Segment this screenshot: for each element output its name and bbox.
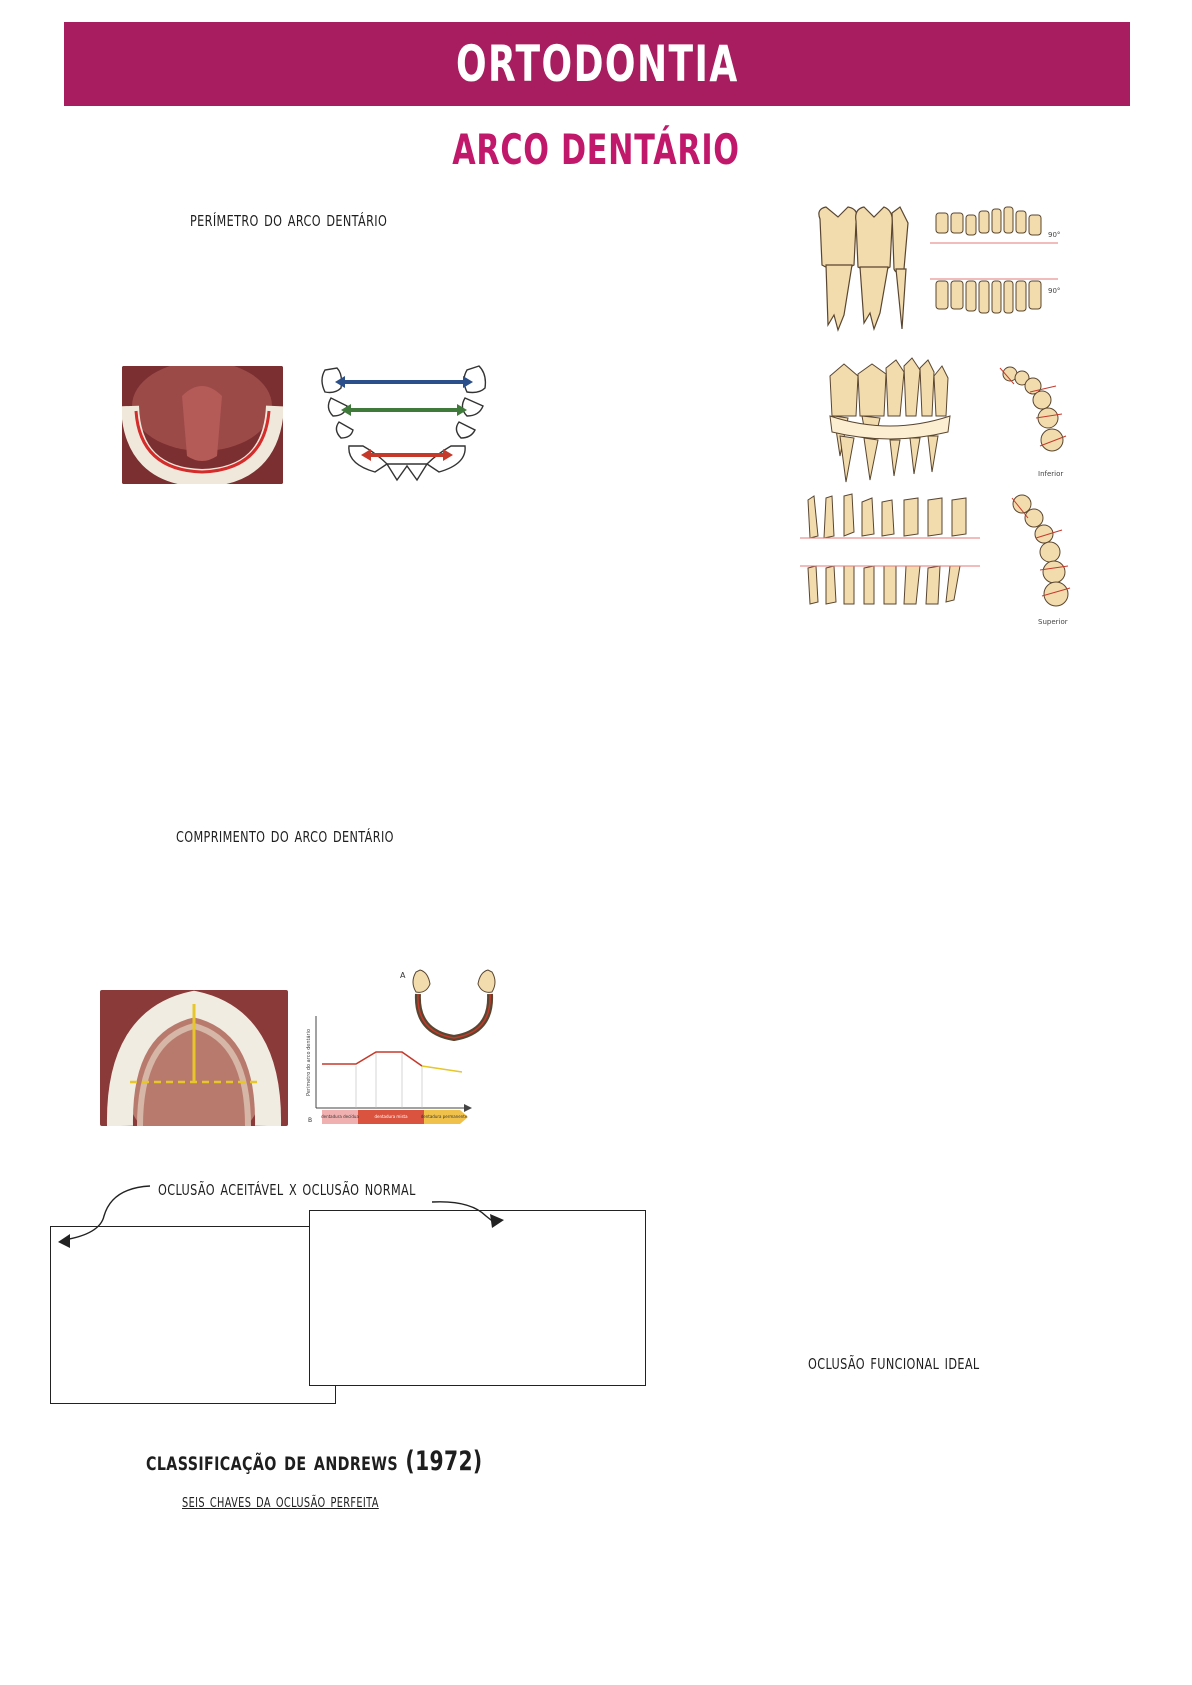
graph-y-axis-label: Perímetro do arco dentário (306, 1028, 312, 1096)
page-title: ORTODONTIA (455, 35, 739, 93)
panel-b-label: B (308, 1117, 313, 1124)
title-banner (64, 22, 1130, 106)
page-subtitle: ARCO DENTÁRIO (452, 125, 740, 174)
label-inferior: Inferior (1038, 470, 1064, 478)
svg-text:90°: 90° (1048, 287, 1061, 295)
heading-andrews: classificação de andrews (1972) (146, 1446, 483, 1477)
phase-mixed-label: dentadura mista (374, 1114, 408, 1119)
crown-angulation-illustration (800, 492, 1090, 632)
occlusion-arrows (50, 1176, 610, 1256)
panel-a-label: A (400, 971, 406, 980)
svg-text:90°: 90° (1048, 231, 1061, 239)
heading-perimeter: perímetro do arco dentário (190, 207, 388, 231)
phase-permanent-label: dentadura permanente (420, 1114, 468, 1119)
arch-perimeter-graph (306, 966, 506, 1126)
upper-arch-photo (100, 990, 288, 1126)
molar-lateral-illustration (808, 205, 1088, 335)
label-superior: Superior (1038, 618, 1068, 626)
phase-deciduous-label: dentadura decídua (321, 1114, 359, 1119)
heading-functional-occlusion: oclusão funcional ideal (808, 1350, 980, 1374)
arrow-left-icon (64, 1186, 150, 1240)
upper-arch-illustration (100, 990, 288, 1126)
arch-width-diagram (317, 360, 497, 485)
heading-arch-length: comprimento do arco dentário (176, 823, 394, 847)
arrow-right-icon (432, 1202, 496, 1224)
subheading-six-keys: seis chaves da oclusão perfeita (182, 1490, 379, 1512)
heading-occlusion-compare: oclusão aceitável x oclusão normal (158, 1176, 416, 1200)
lower-arch-photo (122, 366, 283, 484)
lower-arch-illustration (122, 366, 283, 484)
occlusion-lateral-illustration (800, 356, 1080, 486)
